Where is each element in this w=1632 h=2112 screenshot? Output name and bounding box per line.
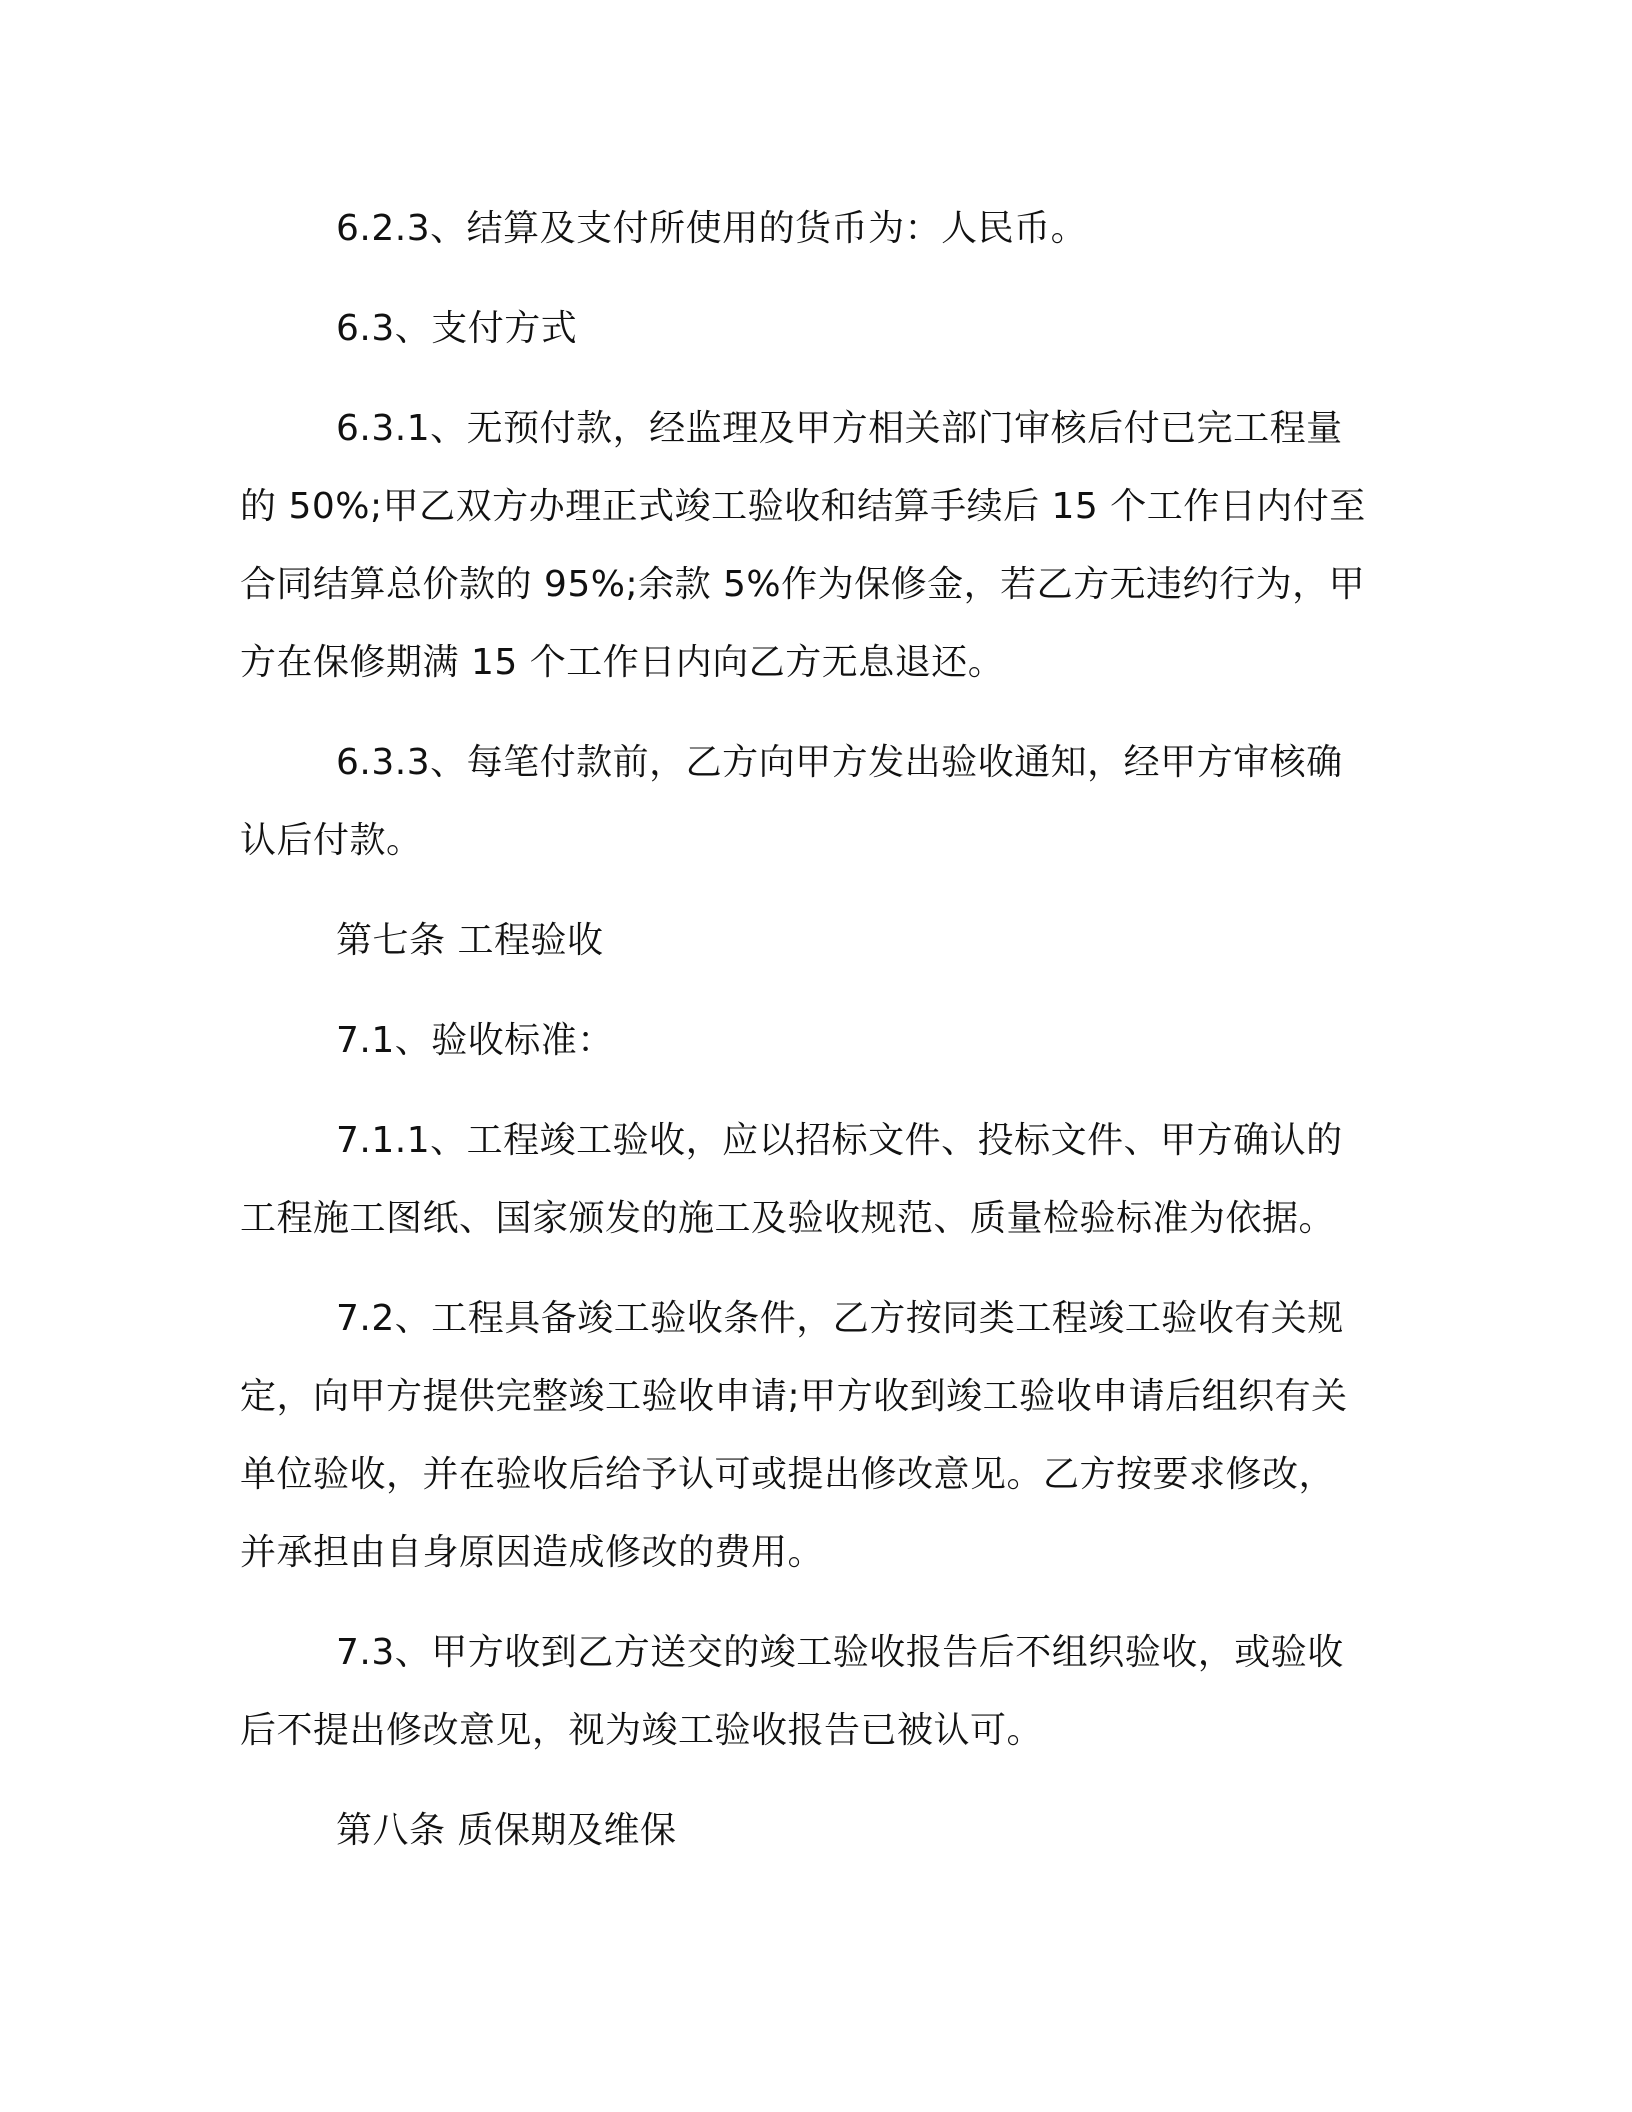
section-6-3-heading: 6.3、支付方式 [336,308,578,349]
article-8-heading: 第八条 质保期及维保 [336,1810,677,1851]
clause-6-3-1: 6.3.1、无预付款，经监理及甲方相关部门审核后付已完工程量的 50%;甲乙双方办理正式竣工验收和结算手续后 15 个工作日内付至合同结算总价款的 95%;余款 5%作为保修金，若乙方无违约行为，甲方在保修期满 15 个工作日内向乙方无息退还。 [240,408,1366,683]
clause-7-1-1: 7.1.1、工程竣工验收，应以招标文件、投标文件、甲方确认的工程施工图纸、国家颁发的施工及验收规范、质量检验标准为依据。 [240,1120,1343,1239]
article-7-heading: 第七条 工程验收 [336,920,604,961]
clause-7-2: 7.2、工程具备竣工验收条件，乙方按同类工程竣工验收有关规定，向甲方提供完整竣工验收申请;甲方收到竣工验收申请后组织有关单位验收，并在验收后给予认可或提出修改意见。乙方按要求修改，并承担由自身原因造成修改的费用。 [240,1298,1348,1573]
clause-7-3: 7.3、甲方收到乙方送交的竣工验收报告后不组织验收，或验收后不提出修改意见，视为竣工验收报告已被认可。 [240,1632,1344,1751]
document-page [240,190,1370,1870]
section-7-1-heading: 7.1、验收标准： [336,1020,614,1061]
clause-6-2-3: 6.2.3、结算及支付所使用的货币为：人民币。 [336,208,1088,249]
clause-6-3-3: 6.3.3、每笔付款前，乙方向甲方发出验收通知，经甲方审核确认后付款。 [240,742,1343,861]
